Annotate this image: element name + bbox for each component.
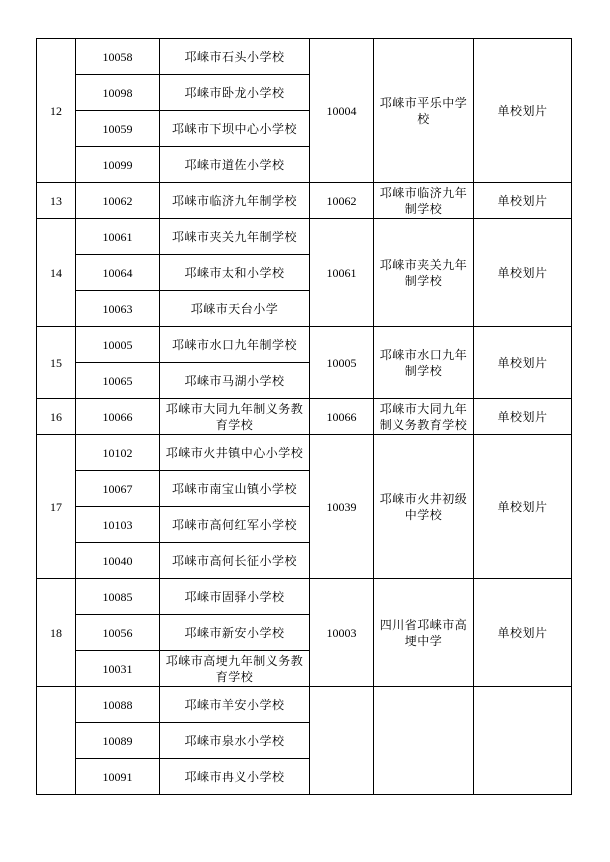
school-code-cell: 10088	[76, 687, 160, 723]
school-name-cell: 邛崃市新安小学校	[160, 615, 310, 651]
school-code-cell: 10098	[76, 75, 160, 111]
group-number-cell: 12	[37, 39, 76, 183]
group-number-cell: 17	[37, 435, 76, 579]
school-name-cell: 邛崃市羊安小学校	[160, 687, 310, 723]
school-name-cell: 邛崃市石头小学校	[160, 39, 310, 75]
school-name-cell: 邛崃市临济九年制学校	[160, 183, 310, 219]
school-code-cell: 10031	[76, 651, 160, 687]
table-row	[37, 183, 572, 219]
target-school-cell: 邛崃市平乐中学校	[374, 39, 474, 183]
school-name-cell: 邛崃市大同九年制义务教育学校	[160, 399, 310, 435]
group-number-cell: 16	[37, 399, 76, 435]
table-row	[37, 399, 572, 435]
method-cell: 单校划片	[474, 183, 572, 219]
group-number-cell	[37, 687, 76, 795]
school-name-cell: 邛崃市南宝山镇小学校	[160, 471, 310, 507]
school-name-cell: 邛崃市水口九年制学校	[160, 327, 310, 363]
school-code-cell: 10056	[76, 615, 160, 651]
school-code-cell: 10061	[76, 219, 160, 255]
school-code-cell: 10063	[76, 291, 160, 327]
school-name-cell: 邛崃市道佐小学校	[160, 147, 310, 183]
school-name-cell: 邛崃市冉义小学校	[160, 759, 310, 795]
school-assignment-table	[36, 38, 572, 795]
target-school-cell: 邛崃市临济九年制学校	[374, 183, 474, 219]
table-row	[37, 39, 572, 75]
target-code-cell: 10039	[310, 435, 374, 579]
method-cell: 单校划片	[474, 579, 572, 687]
school-name-cell: 邛崃市太和小学校	[160, 255, 310, 291]
target-code-cell: 10066	[310, 399, 374, 435]
school-code-cell: 10085	[76, 579, 160, 615]
target-school-cell: 四川省邛崃市高埂中学	[374, 579, 474, 687]
target-school-cell: 邛崃市夹关九年制学校	[374, 219, 474, 327]
method-cell: 单校划片	[474, 435, 572, 579]
group-number-cell: 14	[37, 219, 76, 327]
school-code-cell: 10067	[76, 471, 160, 507]
method-cell: 单校划片	[474, 219, 572, 327]
table-row	[37, 219, 572, 255]
group-number-cell: 18	[37, 579, 76, 687]
target-school-cell: 邛崃市火井初级中学校	[374, 435, 474, 579]
school-name-cell: 邛崃市高何红军小学校	[160, 507, 310, 543]
school-name-cell: 邛崃市夹关九年制学校	[160, 219, 310, 255]
table-body	[37, 39, 572, 795]
target-code-cell: 10003	[310, 579, 374, 687]
target-school-cell: 邛崃市水口九年制学校	[374, 327, 474, 399]
school-code-cell: 10065	[76, 363, 160, 399]
school-name-cell: 邛崃市高何长征小学校	[160, 543, 310, 579]
school-code-cell: 10089	[76, 723, 160, 759]
method-cell: 单校划片	[474, 399, 572, 435]
method-cell	[474, 687, 572, 795]
school-code-cell: 10064	[76, 255, 160, 291]
target-school-cell	[374, 687, 474, 795]
school-code-cell: 10058	[76, 39, 160, 75]
table-row	[37, 687, 572, 723]
table-row	[37, 435, 572, 471]
school-code-cell: 10103	[76, 507, 160, 543]
target-code-cell: 10005	[310, 327, 374, 399]
school-code-cell: 10059	[76, 111, 160, 147]
school-name-cell: 邛崃市泉水小学校	[160, 723, 310, 759]
group-number-cell: 13	[37, 183, 76, 219]
school-code-cell: 10099	[76, 147, 160, 183]
school-name-cell: 邛崃市高埂九年制义务教育学校	[160, 651, 310, 687]
target-code-cell: 10062	[310, 183, 374, 219]
school-name-cell: 邛崃市下坝中心小学校	[160, 111, 310, 147]
school-name-cell: 邛崃市卧龙小学校	[160, 75, 310, 111]
school-code-cell: 10066	[76, 399, 160, 435]
table-row	[37, 327, 572, 363]
target-school-cell: 邛崃市大同九年制义务教育学校	[374, 399, 474, 435]
school-code-cell: 10091	[76, 759, 160, 795]
target-code-cell: 10061	[310, 219, 374, 327]
school-name-cell: 邛崃市马湖小学校	[160, 363, 310, 399]
school-name-cell: 邛崃市火井镇中心小学校	[160, 435, 310, 471]
group-number-cell: 15	[37, 327, 76, 399]
school-name-cell: 邛崃市天台小学	[160, 291, 310, 327]
table-row	[37, 579, 572, 615]
school-code-cell: 10062	[76, 183, 160, 219]
target-code-cell	[310, 687, 374, 795]
school-code-cell: 10005	[76, 327, 160, 363]
school-code-cell: 10040	[76, 543, 160, 579]
school-code-cell: 10102	[76, 435, 160, 471]
method-cell: 单校划片	[474, 39, 572, 183]
method-cell: 单校划片	[474, 327, 572, 399]
target-code-cell: 10004	[310, 39, 374, 183]
school-name-cell: 邛崃市固驿小学校	[160, 579, 310, 615]
